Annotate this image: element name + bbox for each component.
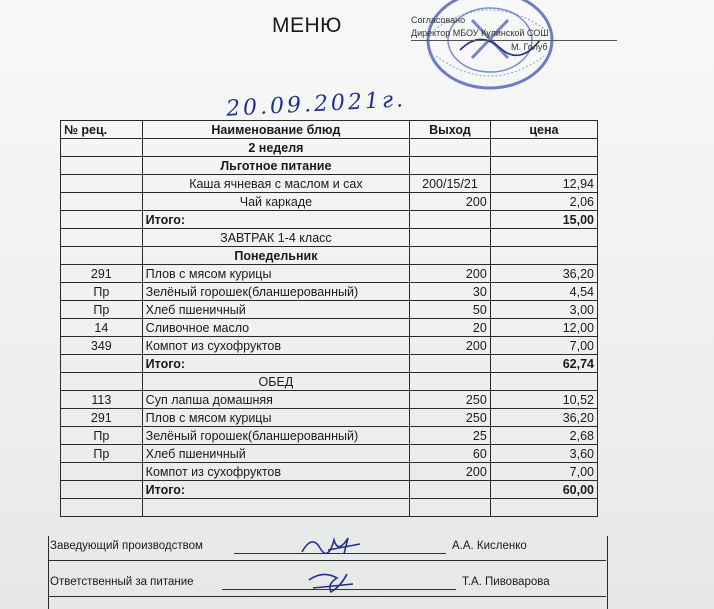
table-row bbox=[61, 499, 598, 517]
dish-price: 3,60 bbox=[490, 445, 597, 463]
nutrition-label: Ответственный за питание bbox=[50, 576, 194, 588]
day-label: Понедельник bbox=[142, 247, 409, 265]
dish-yield: 60 bbox=[410, 445, 491, 463]
row-divider bbox=[48, 596, 606, 597]
table-row bbox=[61, 481, 598, 499]
dish-yield: 200/15/21 bbox=[410, 175, 491, 193]
dish-price: 10,52 bbox=[490, 391, 597, 409]
total-value: 15,00 bbox=[490, 211, 597, 229]
dish-price: 2,68 bbox=[490, 427, 597, 445]
dish-yield: 25 bbox=[410, 427, 491, 445]
dish-yield: 200 bbox=[410, 193, 491, 211]
recipe-number: 349 bbox=[61, 337, 143, 355]
table-row bbox=[61, 139, 598, 157]
table-row bbox=[61, 211, 598, 229]
total-label: Итого: bbox=[142, 481, 409, 499]
dish-name: Зелёный горошек(бланшерованный) bbox=[142, 283, 409, 301]
production-label: Заведующий производством bbox=[50, 540, 203, 552]
week-label: 2 неделя bbox=[142, 139, 409, 157]
dish-price: 3,00 bbox=[490, 301, 597, 319]
table-row bbox=[61, 265, 598, 283]
dish-name: Хлеб пшеничный bbox=[142, 445, 409, 463]
recipe-number: Пр bbox=[61, 445, 143, 463]
dish-yield: 250 bbox=[410, 391, 491, 409]
table-row bbox=[61, 409, 598, 427]
signature-mark-icon bbox=[298, 532, 368, 558]
dish-yield: 50 bbox=[410, 301, 491, 319]
dish-price: 7,00 bbox=[490, 337, 597, 355]
dish-name: Зелёный горошек(бланшерованный) bbox=[142, 427, 409, 445]
menu-table bbox=[60, 120, 598, 517]
signature-mark-icon bbox=[303, 566, 363, 596]
recipe-number: Пр bbox=[61, 427, 143, 445]
table-row bbox=[61, 463, 598, 481]
col-header-recipe: № рец. bbox=[61, 121, 143, 139]
dish-name: Сливочное масло bbox=[142, 319, 409, 337]
recipe-number: 291 bbox=[61, 265, 143, 283]
table-row bbox=[61, 391, 598, 409]
approval-block bbox=[411, 14, 617, 54]
dish-name: Компот из сухофруктов bbox=[142, 463, 409, 481]
table-row bbox=[61, 157, 598, 175]
dish-name: Хлеб пшеничный bbox=[142, 301, 409, 319]
total-label: Итого: bbox=[142, 355, 409, 373]
table-row bbox=[61, 175, 598, 193]
approval-label: Согласовано bbox=[411, 15, 466, 25]
dish-price: 36,20 bbox=[490, 409, 597, 427]
total-value: 62,74 bbox=[490, 355, 597, 373]
dish-name: Суп лапша домашняя bbox=[142, 391, 409, 409]
production-name: А.А. Кисленко bbox=[452, 540, 527, 552]
dish-name: Плов с мясом курицы bbox=[142, 265, 409, 283]
dish-name: Каша ячневая с маслом и сах bbox=[142, 175, 409, 193]
table-row bbox=[61, 193, 598, 211]
dish-price: 7,00 bbox=[490, 463, 597, 481]
director-line: Директор МБОУ Кулинской СОШ bbox=[411, 27, 617, 41]
handwritten-date: 20.09.2021г. bbox=[225, 87, 407, 122]
table-row bbox=[61, 301, 598, 319]
table-row bbox=[61, 229, 598, 247]
recipe-number: Пр bbox=[61, 301, 143, 319]
signature-row-nutrition bbox=[48, 576, 606, 594]
col-header-dish: Наименование блюд bbox=[142, 121, 409, 139]
table-row bbox=[61, 319, 598, 337]
table-row bbox=[61, 445, 598, 463]
dish-name: Чай каркаде bbox=[142, 193, 409, 211]
dish-price: 12,00 bbox=[490, 319, 597, 337]
table-row bbox=[61, 373, 598, 391]
recipe-number: 113 bbox=[61, 391, 143, 409]
table-row bbox=[61, 355, 598, 373]
col-header-yield: Выход bbox=[410, 121, 491, 139]
dish-name: Плов с мясом курицы bbox=[142, 409, 409, 427]
dish-yield: 200 bbox=[410, 337, 491, 355]
table-row bbox=[61, 247, 598, 265]
table-row bbox=[61, 283, 598, 301]
lunch-title: ОБЕД bbox=[142, 373, 409, 391]
page-title: МЕНЮ bbox=[272, 14, 342, 37]
dish-price: 4,54 bbox=[490, 283, 597, 301]
dish-yield: 200 bbox=[410, 265, 491, 283]
breakfast-title: ЗАВТРАК 1-4 класс bbox=[142, 229, 409, 247]
section-preferential: Льготное питание bbox=[142, 157, 409, 175]
total-label: Итого: bbox=[142, 211, 409, 229]
table-row bbox=[61, 337, 598, 355]
dish-yield: 200 bbox=[410, 463, 491, 481]
table-row bbox=[61, 427, 598, 445]
dish-yield: 250 bbox=[410, 409, 491, 427]
col-header-price: цена bbox=[490, 121, 597, 139]
recipe-number: 291 bbox=[61, 409, 143, 427]
total-value: 60,00 bbox=[490, 481, 597, 499]
director-name: М. Голуб bbox=[511, 42, 548, 52]
dish-yield: 30 bbox=[410, 283, 491, 301]
recipe-number: 14 bbox=[61, 319, 143, 337]
dish-price: 36,20 bbox=[490, 265, 597, 283]
row-divider bbox=[48, 560, 606, 561]
dish-name: Компот из сухофруктов bbox=[142, 337, 409, 355]
dish-yield: 20 bbox=[410, 319, 491, 337]
recipe-number bbox=[61, 463, 143, 481]
dish-price: 12,94 bbox=[490, 175, 597, 193]
dish-price: 2,06 bbox=[490, 193, 597, 211]
table-header-row bbox=[61, 121, 598, 139]
recipe-number: Пр bbox=[61, 283, 143, 301]
nutrition-name: Т.А. Пивоварова bbox=[462, 576, 550, 588]
signature-row-production bbox=[48, 540, 606, 558]
